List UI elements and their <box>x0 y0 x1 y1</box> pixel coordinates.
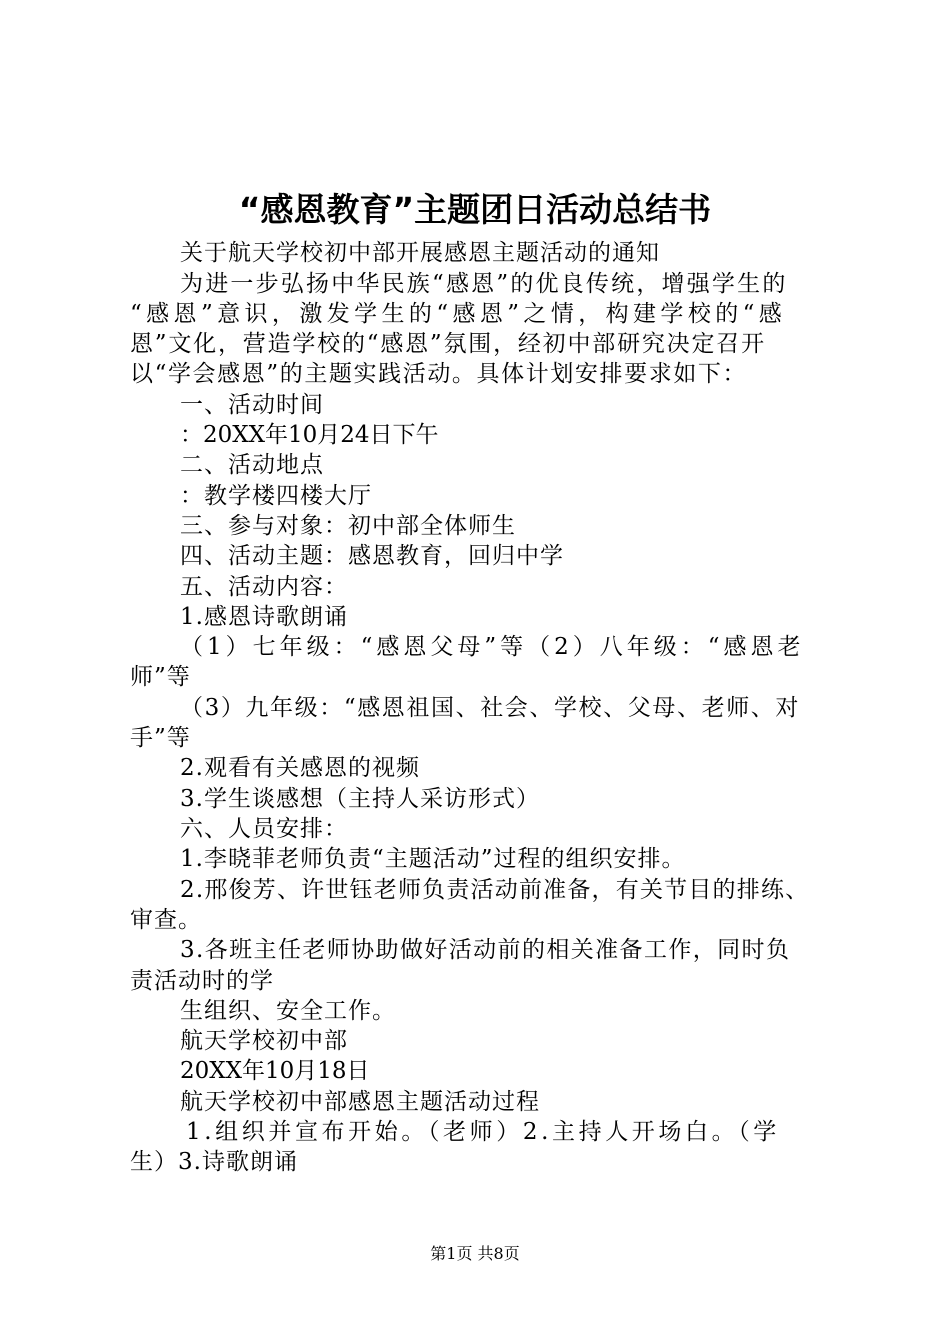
paragraph-line: （3）九年级：“感恩祖国、社会、学校、父母、老师、对 <box>180 695 800 721</box>
paragraph-line: 20XX年10月18日 <box>180 1058 370 1084</box>
paragraph-line: 2.邢俊芳、许世钰老师负责活动前准备，有关节目的排练、 <box>180 877 810 903</box>
paragraph-line: 为进一步弘扬中华民族“感恩”的优良传统，增强学生的 <box>180 271 788 297</box>
paragraph-line: ：教学楼四楼大厅 <box>180 483 372 509</box>
paragraph-line: 1.组织并宣布开始。（老师）2.主持人开场白。（学 <box>186 1119 780 1145</box>
paragraph-line: （1）七年级：“感恩父母”等（2）八年级：“感恩老 <box>180 634 805 660</box>
paragraph-line: 三、参与对象：初中部全体师生 <box>180 513 516 539</box>
paragraph-line: 六、人员安排： <box>180 816 348 842</box>
paragraph-line: 3.各班主任老师协助做好活动前的相关准备工作，同时负 <box>180 937 791 963</box>
paragraph-line: 以“学会感恩”的主题实践活动。具体计划安排要求如下： <box>130 361 748 387</box>
paragraph-line: ：20XX年10月24日下午 <box>180 422 439 448</box>
paragraph-line: 二、活动地点 <box>180 452 324 478</box>
paragraph-line: 3.学生谈感想（主持人采访形式） <box>180 786 540 812</box>
paragraph-line: 五、活动内容： <box>180 574 348 600</box>
paragraph-line: 航天学校初中部感恩主题活动过程 <box>180 1089 540 1115</box>
paragraph-line: 生）3.诗歌朗诵 <box>130 1149 298 1175</box>
paragraph-line: 1.感恩诗歌朗诵 <box>180 604 348 630</box>
paragraph-line: 手”等 <box>130 725 191 751</box>
paragraph-line: 一、活动时间 <box>180 392 324 418</box>
paragraph-line: 四、活动主题：感恩教育，回归中学 <box>180 543 564 569</box>
page-footer: 第1页 共8页 <box>430 1244 520 1263</box>
document-title: “感恩教育”主题团日活动总结书 <box>238 190 712 229</box>
paragraph-line: 航天学校初中部 <box>180 1028 348 1054</box>
paragraph-line: 1.李晓菲老师负责“主题活动”过程的组织安排。 <box>180 846 686 872</box>
paragraph-line: 审查。 <box>130 907 202 933</box>
paragraph-line: 恩”文化，营造学校的“感恩”氛围，经初中部研究决定召开 <box>130 331 766 357</box>
paragraph-line: “感恩”意识，激发学生的“感恩”之情，构建学校的“感 <box>130 301 787 327</box>
paragraph-line: 生组织、安全工作。 <box>180 998 396 1024</box>
paragraph-line: 2.观看有关感恩的视频 <box>180 755 420 781</box>
paragraph-line: 关于航天学校初中部开展感恩主题活动的通知 <box>180 240 660 266</box>
paragraph-line: 责活动时的学 <box>130 968 274 994</box>
paragraph-line: 师”等 <box>130 664 191 690</box>
